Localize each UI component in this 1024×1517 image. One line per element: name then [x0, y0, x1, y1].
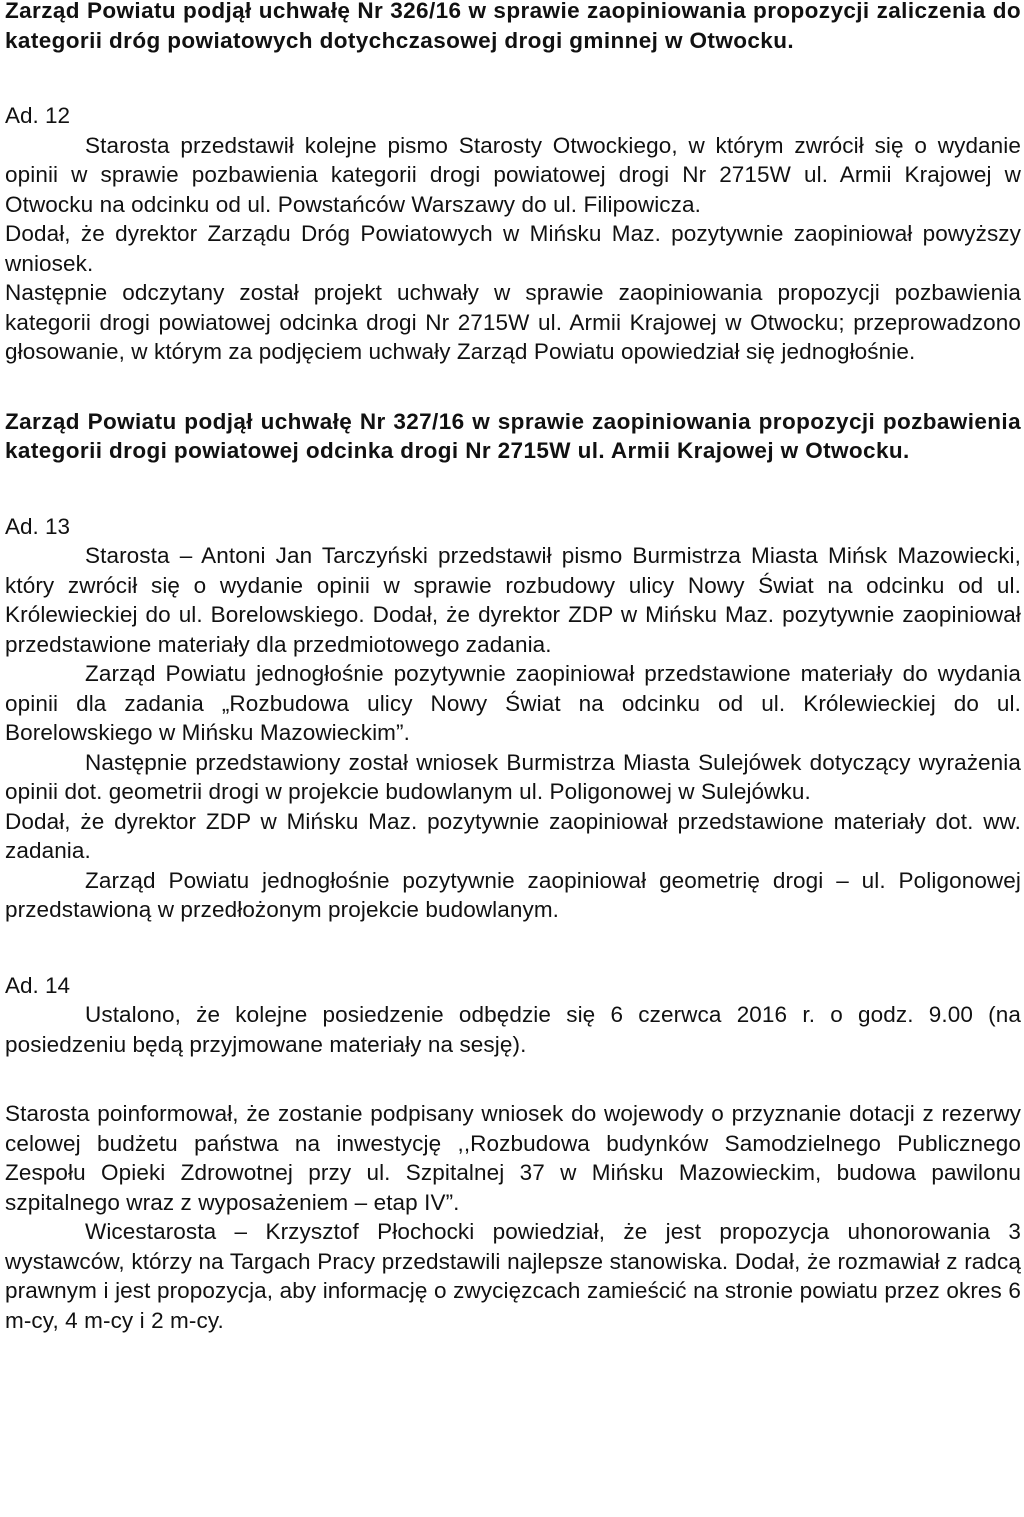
resolution-327-text: Zarząd Powiatu podjął uchwałę Nr 327/16 w sprawie zaopiniowania propozycji pozbawienia kategorii drogi powiatowej odcinka drogi Nr 2715W ul. Armii Krajowej w Otwocku.: [5, 408, 1021, 463]
ad13-paragraph-4: Dodał, że dyrektor ZDP w Mińsku Maz. pozytywnie zaopiniował przedstawione materiały dot. ww. zadania.: [5, 808, 1021, 863]
document-page: [5, 0, 1021, 1335]
section-heading-ad-14: Ad. 14: [5, 972, 71, 998]
ad14-paragraph-2: Starosta poinformował, że zostanie podpisany wniosek do wojewody o przyznanie dotacji z rezerwy celowej budżetu państwa na inwestycję ,,Rozbudowa budynków Samodzielnego Publicznego Zespołu Opieki Zdrowotnej przy ul. Szpitalnej 37 w Mińsku Mazowieckim, budowa pawilonu szpitalnego wraz z wyposażeniem – etap IV”.: [5, 1101, 1021, 1215]
section-heading-ad-12: Ad. 12: [5, 103, 71, 128]
ad14-paragraph-1: Ustalono, że kolejne posiedzenie odbędzie się 6 czerwca 2016 r. o godz. 9.00 (na posiedzeniu będą przyjmowane materiały na sesję).: [5, 1002, 1021, 1057]
section-ad-12: [5, 101, 1021, 466]
ad13-paragraph-3: Następnie przedstawiony został wniosek Burmistrza Miasta Sulejówek dotyczący wyrażenia opinii dot. geometrii drogi w projekcie budowlanym ul. Poligonowej w Sulejówku.: [5, 749, 1021, 804]
ad14-paragraph-3: Wicestarosta – Krzysztof Płochocki powiedział, że jest propozycja uhonorowania 3 wystawców, którzy na Targach Pracy przedstawili najlepsze stanowiska. Dodał, że rozmawiał z radcą prawnym i jest propozycja, aby informację o zwycięzcach zamieścić na stronie powiatu przez okres 6 m-cy, 4 m-cy i 2 m-cy.: [5, 1219, 1021, 1333]
ad12-paragraph-3: Następnie odczytany został projekt uchwały w sprawie zaopiniowania propozycji pozbawienia kategorii drogi powiatowej odcinka drogi Nr 2715W ul. Armii Krajowej w Otwocku; przeprowadzono głosowanie, w którym za podjęciem uchwały Zarząd Powiatu opowiedział się jednogłośnie.: [5, 280, 1021, 364]
section-heading-ad-13: Ad. 13: [5, 513, 71, 539]
section-ad-14: [5, 971, 1021, 1336]
resolution-326-text: Zarząd Powiatu podjął uchwałę Nr 326/16 w sprawie zaopiniowania propozycji zaliczenia do kategorii dróg powiatowych dotychczasowej drogi gminnej w Otwocku.: [5, 0, 1021, 53]
ad13-paragraph-1: Starosta – Antoni Jan Tarczyński przedstawił pismo Burmistrza Miasta Mińsk Mazowiecki, który zwrócił się o wydanie opinii w sprawie rozbudowy ulicy Nowy Świat na odcinku od ul. Królewieckiej do ul. Borelowskiego. Dodał, że dyrektor ZDP w Mińsku Maz. pozytywnie zaopiniował przedstawione materiały dla przedmiotowego zadania.: [5, 543, 1021, 657]
ad13-paragraph-5: Zarząd Powiatu jednogłośnie pozytywnie zaopiniował geometrię drogi – ul. Poligonowej przedstawioną w przedłożonym projekcie budowlanym.: [5, 867, 1021, 922]
section-ad-13: [5, 512, 1021, 925]
ad13-paragraph-2: Zarząd Powiatu jednogłośnie pozytywnie zaopiniował przedstawione materiały do wydania opinii dla zadania „Rozbudowa ulicy Nowy Świat na odcinku od ul. Królewieckiej do ul. Borelowskiego w Mińsku Mazowieckim”.: [5, 661, 1021, 745]
ad12-paragraph-1: Starosta przedstawił kolejne pismo Starosty Otwockiego, w którym zwrócił się o wydanie opinii w sprawie pozbawienia kategorii drogi powiatowej drogi Nr 2715W ul. Armii Krajowej w Otwocku na odcinku od ul. Powstańców Warszawy do ul. Filipowicza.: [5, 132, 1021, 217]
ad12-paragraph-2: Dodał, że dyrektor Zarządu Dróg Powiatowych w Mińsku Maz. pozytywnie zaopiniował powyższy wniosek.: [5, 221, 1021, 276]
